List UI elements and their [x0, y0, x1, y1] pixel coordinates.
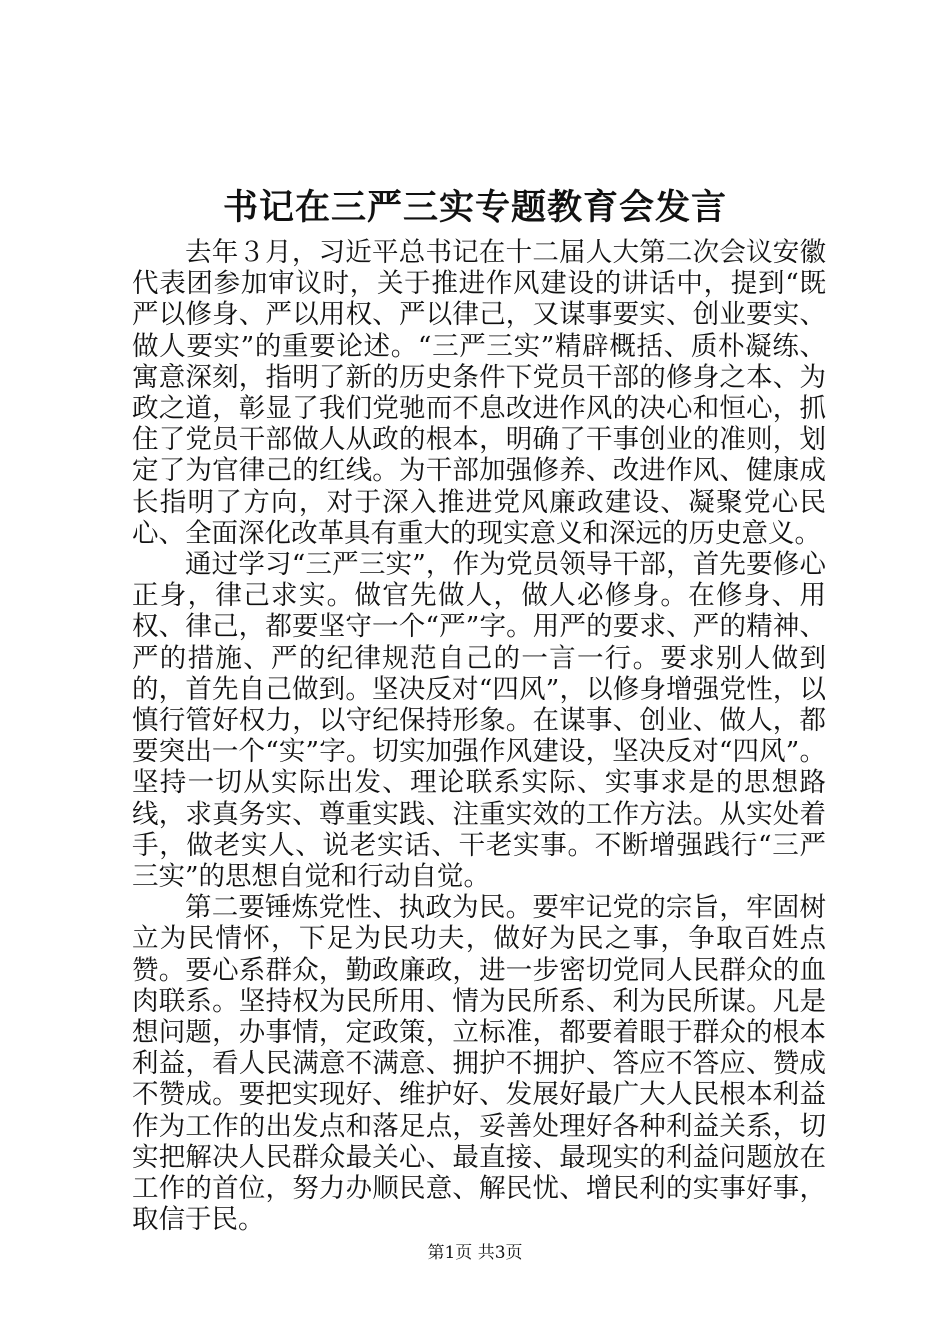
- document-title: 书记在三严三实专题教育会发言: [222, 187, 727, 228]
- paragraph-3: 第二要锤炼党性、执政为民。要牢记党的宗旨，牢固树立为民情怀，下足为民功夫，做好为民之事，争取百姓点赞。要心系群众，勤政廉政，进一步密切党同人民群众的血肉联系。坚持权为民所用、情为民所系、利为民所谋。凡是想问题，办事情，定政策，立标准，都要着眼于群众的根本利益，看人民满意不满意、拥护不拥护、答应不答应、赞成不赞成。要把实现好、维护好、发展好最广大人民根本利益作为工作的出发点和落足点，妥善处理好各种利益关系，切实把解决人民群众最关心、最直接、最现实的利益问题放在工作的首位，努力办顺民意、解民忧、增民利的实事好事，取信于民。: [132, 892, 826, 1236]
- paragraph-2: 通过学习“三严三实”，作为党员领导干部，首先要修心正身，律己求实。做官先做人，做人必修身。在修身、用权、律己，都要坚守一个“严”字。用严的要求、严的精神、严的措施、严的纪律规范自己的一言一行。要求别人做到的，首先自己做到。坚决反对“四风”，以修身增强党性，以慎行管好权力，以守纪保持形象。在谋事、创业、做人，都要突出一个“实”字。切实加强作风建设，坚决反对“四风”。坚持一切从实际出发、理论联系实际、实事求是的思想路线，求真务实、尊重实践、注重实效的工作方法。从实处着手，做老实人、说老实话、干老实事。不断增强践行“三严三实”的思想自觉和行动自觉。: [132, 549, 826, 893]
- paragraph-1: 去年３月，习近平总书记在十二届人大第二次会议安徽代表团参加审议时，关于推进作风建设的讲话中，提到“既严以修身、严以用权、严以律己，又谋事要实、创业要实、做人要实”的重要论述。“三严三实”精辟概括、质朴凝练、寓意深刻，指明了新的历史条件下党员干部的修身之本、为政之道，彰显了我们党驰而不息改进作风的决心和恒心，抓住了党员干部做人从政的根本，明确了干事创业的准则，划定了为官律己的红线。为干部加强修养、改进作风、健康成长指明了方向，对于深入推进党风廉政建设、凝聚党心民心、全面深化改革具有重大的现实意义和深远的历史意义。: [132, 237, 826, 549]
- page-footer: 第1页 共3页: [427, 1243, 523, 1263]
- document-body: [132, 237, 826, 1236]
